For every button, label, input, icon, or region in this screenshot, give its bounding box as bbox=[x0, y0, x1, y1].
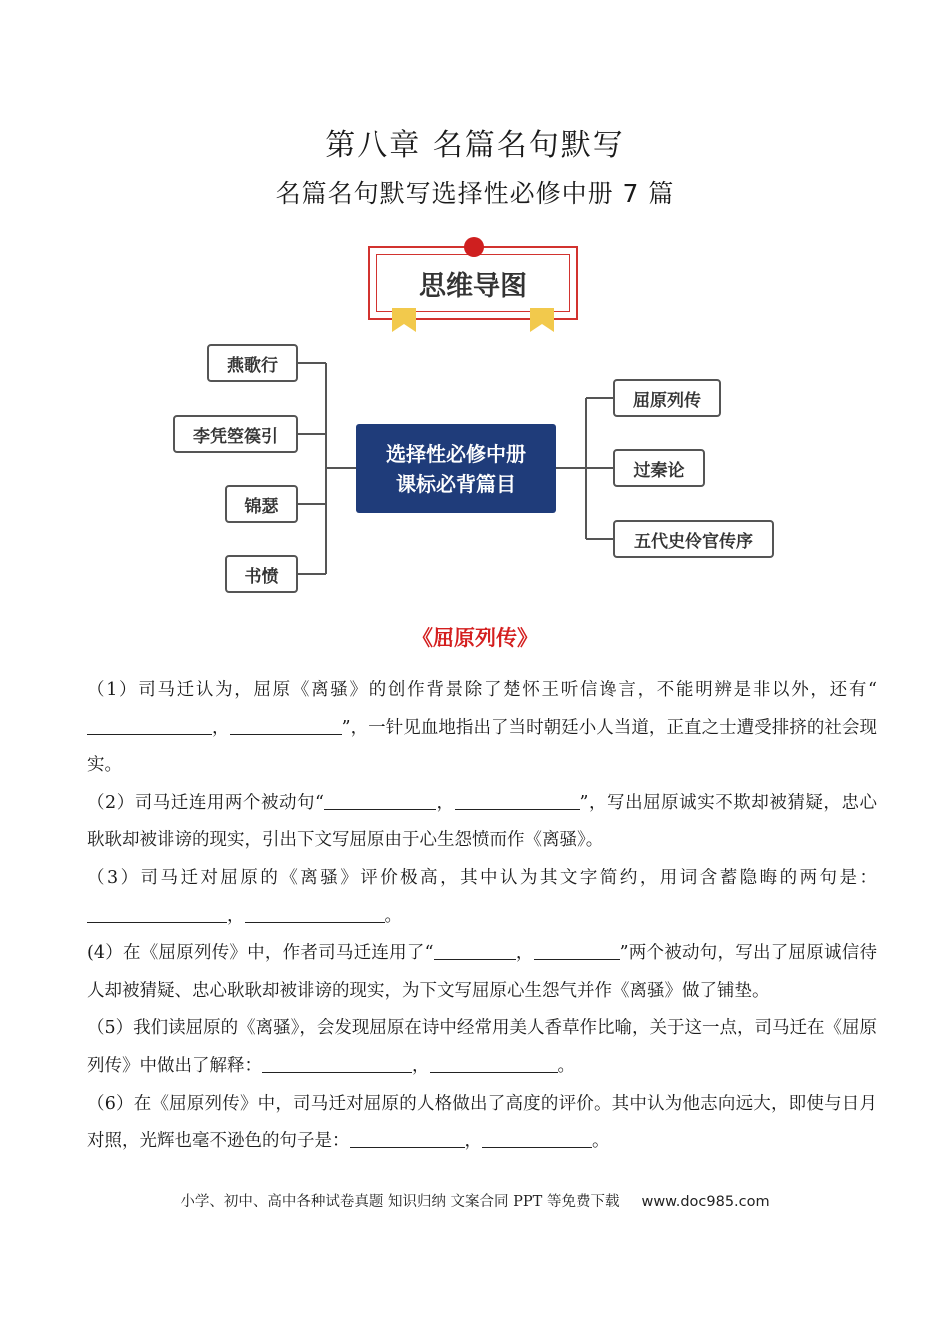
mind-map bbox=[0, 232, 950, 602]
answer-blank[interactable] bbox=[350, 1125, 465, 1148]
mind-map-node-quyuanliezhuan: 屈原列传 bbox=[613, 379, 721, 417]
section-heading: 《屈原列传》 bbox=[412, 625, 538, 650]
center-node-line1: 选择性必修中册 bbox=[386, 441, 526, 466]
question-item: （1）司马迁认为，屈原《离骚》的创作背景除了楚怀王听信谗言，不能明辨是非以外，还有“， ”，一针见血地指出了当时朝廷小人当道，正直之士遭受排挤的社会现实。 bbox=[87, 680, 878, 776]
mind-map-center-node bbox=[356, 424, 556, 513]
answer-blank[interactable] bbox=[430, 1050, 558, 1073]
answer-blank[interactable] bbox=[455, 787, 580, 810]
page-subtitle: 名篇名句默写选择性必修中册 7 篇 bbox=[275, 179, 675, 208]
mind-map-node-lipingkonghouyin: 李凭箜篌引 bbox=[173, 415, 298, 453]
answer-blank[interactable] bbox=[434, 937, 516, 960]
mind-map-badge-label: 思维导图 bbox=[376, 254, 570, 312]
question-item: （5）我们读屈原的《离骚》，会发现屈原在诗中经常用美人香草作比喻，关于这一点，司马迁在《屈原列传》中做出了解释： ， 。 bbox=[87, 1018, 877, 1076]
answer-blank[interactable] bbox=[262, 1050, 412, 1073]
answer-blank[interactable] bbox=[87, 900, 227, 923]
answer-blank[interactable] bbox=[87, 712, 212, 735]
mind-map-node-yangexing: 燕歌行 bbox=[207, 344, 298, 382]
footer-url[interactable]: www.doc985.com bbox=[641, 1194, 770, 1210]
answer-blank[interactable] bbox=[482, 1125, 592, 1148]
ribbon-icon bbox=[530, 308, 554, 332]
question-item: （3）司马迁对屈原的《离骚》评价极高，其中认为其文字简约，用词含蓄隐晦的两句是：， 。 bbox=[87, 867, 877, 926]
mind-map-node-shufen: 书愤 bbox=[225, 555, 298, 593]
center-node-line2: 课标必背篇目 bbox=[396, 471, 516, 496]
page-title: 第八章 名篇名句默写 bbox=[325, 128, 625, 163]
answer-blank[interactable] bbox=[324, 787, 436, 810]
mind-map-node-wudaishi: 五代史伶官传序 bbox=[613, 520, 774, 558]
ribbon-icon bbox=[392, 308, 416, 332]
footer-text: 小学、初中、高中各种试卷真题 知识归纳 文案合同 PPT 等免费下载 bbox=[180, 1194, 620, 1210]
question-item: (4）在《屈原列传》中，作者司马迁连用了“ ， ”两个被动句，写出了屈原诚信待人却被猜疑、忠心耿耿却被诽谤的现实，为下文写屈原心生怨气并作《离骚》做了铺垫。 bbox=[87, 935, 877, 1010]
mind-map-node-guoqinlun: 过秦论 bbox=[613, 449, 705, 487]
answer-blank[interactable] bbox=[245, 900, 385, 923]
question-item: （6）在《屈原列传》中，司马迁对屈原的人格做出了高度的评价。其中认为他志向远大，即使与日月对照，光辉也毫不逊色的句子是： ， 。 bbox=[87, 1093, 877, 1152]
answer-blank[interactable] bbox=[230, 712, 342, 735]
page-footer bbox=[0, 1190, 950, 1211]
pin-icon bbox=[464, 237, 484, 257]
question-item: （2）司马迁连用两个被动句“ ， ”，写出屈原诚实不欺却被猜疑，忠心耿耿却被诽谤的现实，引出下文写屈原由于心生怨愤而作《离骚》。 bbox=[87, 785, 877, 860]
answer-blank[interactable] bbox=[534, 937, 620, 960]
question-list bbox=[87, 672, 877, 1161]
mind-map-node-jinse: 锦瑟 bbox=[225, 485, 298, 523]
